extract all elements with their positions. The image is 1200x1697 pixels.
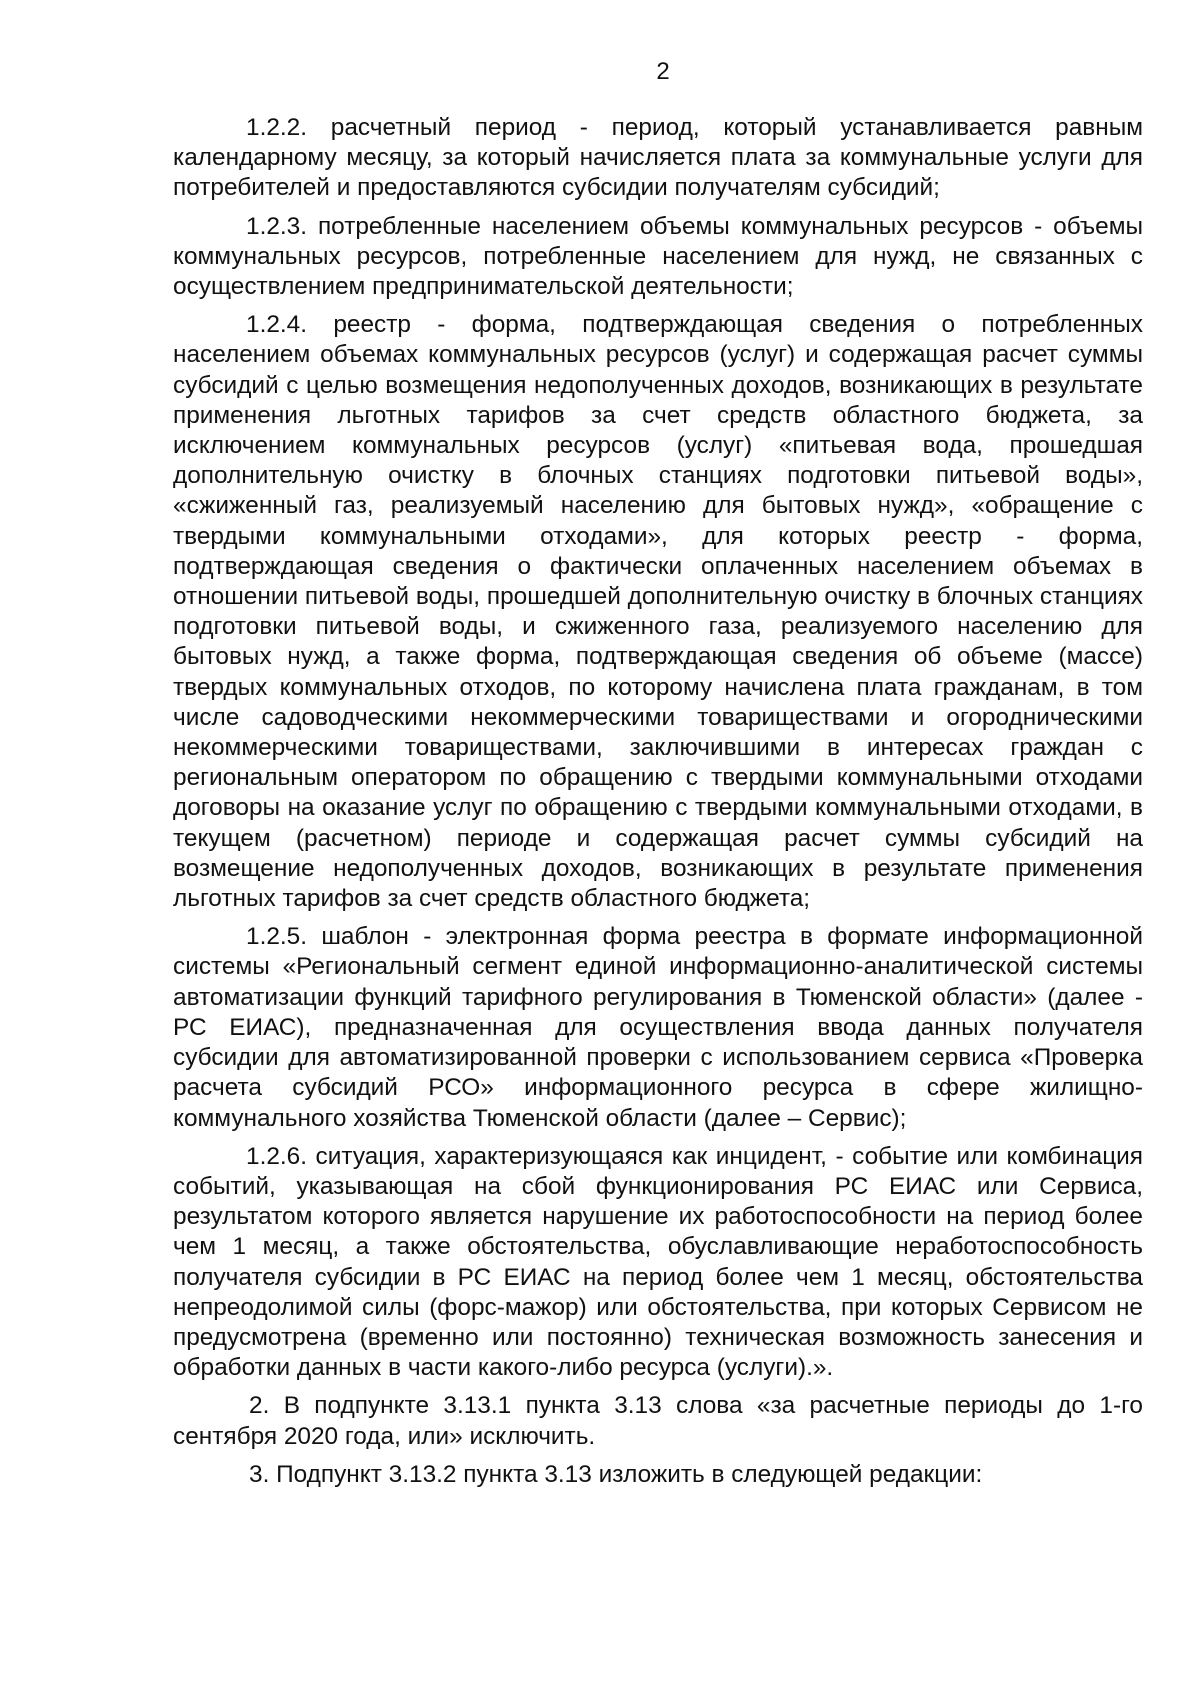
- paragraph-1-2-4: 1.2.4. реестр - форма, подтверждающая сведения о потребленных населением объемах коммунальных ресурсов (услуг) и содержащая расчет суммы субсидий с целью возмещения недополученных доходов, возникающих в результате применения льготных тарифов за счет средств областного бюджета, за исключением коммунальных ресурсов (услуг) «питьевая вода, прошедшая дополнительную очистку в блочных станциях подготовки питьевой воды», «сжиженный газ, реализуемый населению для бытовых нужд», «обращение с твердыми коммунальными отходами», для которых реестр - форма, подтверждающая сведения о фактически оплаченных населением объемах в отношении питьевой воды, прошедшей дополнительную очистку в блочных станциях подготовки питьевой воды, и сжиженного газа, реализуемого населению для бытовых нужд, а также форма, подтверждающая сведения об объеме (массе) твердых коммунальных отходов, по которому начислена плата гражданам, в том числе садоводческими некоммерческими товариществами и огородническими некоммерческими товариществами, заключившими в интересах граждан с региональным оператором по обращению с твердыми коммунальными отходами договоры на оказание услуг по обращению с твердыми коммунальными отходами, в текущем (расчетном) периоде и содержащая расчет суммы субсидий на возмещение недополученных доходов, возникающих в результате применения льготных тарифов за счет средств областного бюджета;: [173, 311, 1143, 913]
- paragraph-1-2-6: 1.2.6. ситуация, характеризующаяся как инцидент, - событие или комбинация событий, указывающая на сбой функционирования РС ЕИАС или Сервиса, результатом которого является нарушение их работоспособности на период более чем 1 месяц, а также обстоятельства, обуславливающие неработоспособность получателя субсидии в РС ЕИАС на период более чем 1 месяц, обстоятельства непреодолимой силы (форс-мажор) или обстоятельства, при которых Сервисом не предусмотрена (временно или постоянно) техническая возможность занесения и обработки данных в части какого-либо ресурса (услуги).».: [173, 1142, 1143, 1382]
- paragraph-1-2-3: 1.2.3. потребленные населением объемы коммунальных ресурсов - объемы коммунальных ресурсов, потребленные населением для нужд, не связанных с осуществлением предпринимательской деятельности;: [173, 212, 1143, 301]
- page-number: 2: [656, 58, 670, 85]
- amendment-item-2: 2. В подпункте 3.13.1 пункта 3.13 слова «за расчетные периоды до 1-го сентября 2020 года, или» исключить.: [173, 1392, 1143, 1450]
- document-body: [173, 113, 1143, 1498]
- paragraph-1-2-5: 1.2.5. шаблон - электронная форма реестра в формате информационной системы «Региональный сегмент единой информационно-аналитической системы автоматизации функций тарифного регулирования в Тюменской области» (далее - РС ЕИАС), предназначенная для осуществления ввода данных получателя субсидии для автоматизированной проверки с использованием сервиса «Проверка расчета субсидий РСО» информационного ресурса в сфере жилищно-коммунального хозяйства Тюменской области (далее – Сервис);: [173, 923, 1143, 1132]
- paragraph-1-2-2: 1.2.2. расчетный период - период, который устанавливается равным календарному месяцу, за который начисляется плата за коммунальные услуги для потребителей и предоставляются субсидии получателям субсидий;: [173, 114, 1143, 202]
- amendment-item-3: 3. Подпункт 3.13.2 пункта 3.13 изложить в следующей редакции:: [249, 1460, 983, 1488]
